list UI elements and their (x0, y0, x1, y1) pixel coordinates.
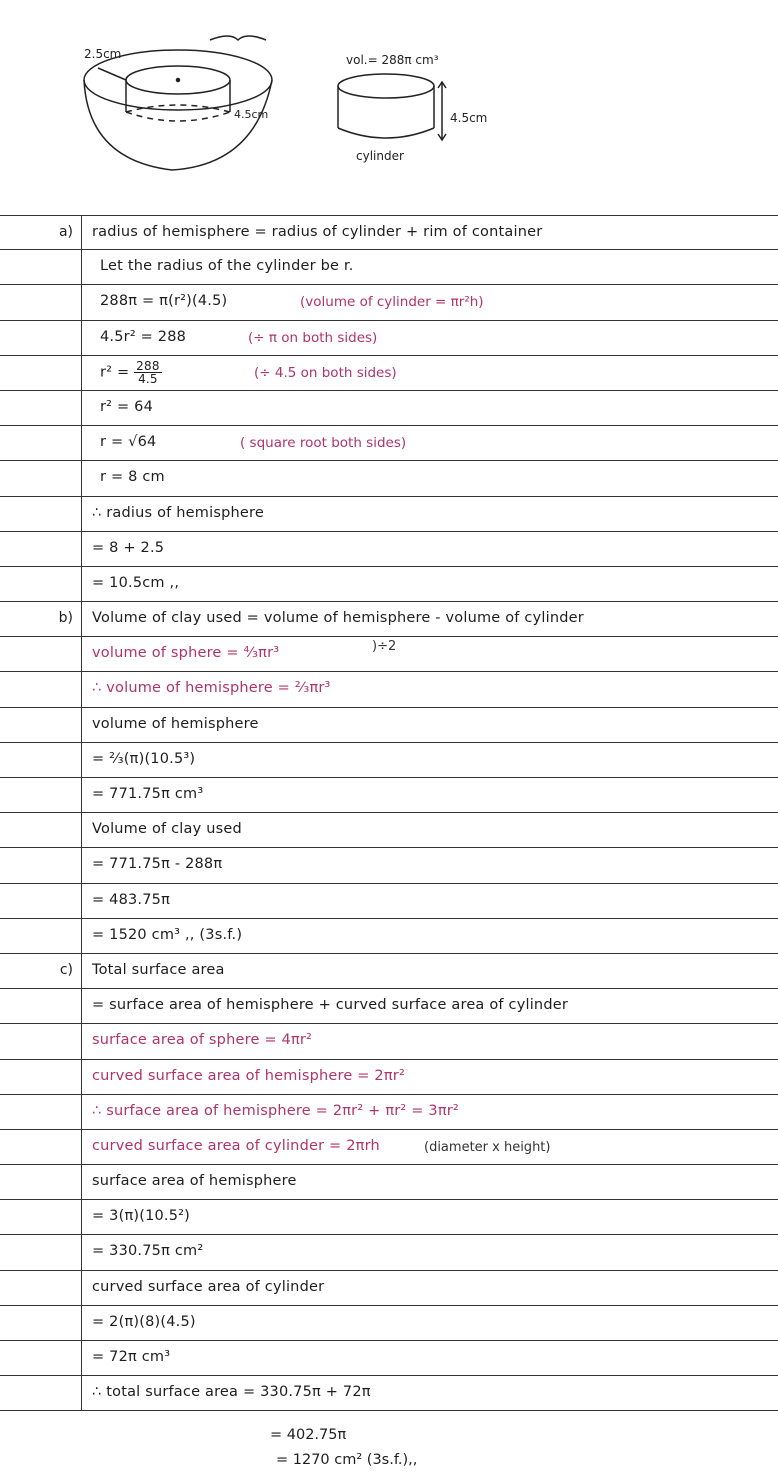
table-row (0, 1341, 778, 1376)
figure-diagram (0, 0, 778, 215)
table-row (0, 215, 778, 250)
solution-line: = 2(π)(8)(4.5) (92, 1313, 196, 1330)
cylinder-height-label: 4.5cm (450, 111, 488, 125)
table-row (0, 989, 778, 1024)
solution-line: 288π = π(r²)(4.5) (100, 293, 228, 310)
part-b-label: b) (0, 602, 82, 636)
solution-line: = 330.75π cm² (92, 1243, 204, 1260)
table-row (0, 1060, 778, 1095)
solution-line: ∴ radius of hemisphere (92, 504, 264, 521)
table-row (0, 743, 778, 778)
solution-line: volume of hemisphere (92, 715, 259, 732)
table-row (0, 919, 778, 954)
solution-line: = surface area of hemisphere + curved surface area of cylinder (92, 997, 569, 1014)
solution-line: ∴ total surface area = 330.75π + 72π (92, 1384, 371, 1401)
table-row (0, 1095, 778, 1130)
table-row (0, 1024, 778, 1059)
table-row (0, 1235, 778, 1270)
fraction (134, 360, 162, 385)
solution-line: volume of sphere = ⁴⁄₃πr³ (92, 645, 280, 662)
fraction-lhs: r² = (100, 364, 130, 381)
table-row (0, 497, 778, 532)
solution-line: r² = 64 (100, 398, 153, 415)
part-a-label: a) (0, 216, 82, 249)
solution-line: = 1270 cm² (3s.f.),, (276, 1452, 418, 1468)
solution-line: = 402.75π (270, 1427, 347, 1443)
table-row (0, 1200, 778, 1235)
solution-sheet (0, 215, 778, 1411)
solution-line: = 1520 cm³ ,, (3s.f.) (92, 926, 243, 943)
volume-label: vol.= 288π cm³ (346, 53, 439, 67)
solution-line: = 8 + 2.5 (92, 539, 165, 556)
table-row (0, 356, 778, 391)
table-row (0, 567, 778, 602)
solution-line: curved surface area of cylinder (92, 1278, 325, 1295)
solution-line: = 10.5cm ,, (92, 574, 180, 591)
table-row (0, 602, 778, 637)
table-row (0, 672, 778, 707)
fraction-denominator: 4.5 (138, 371, 158, 386)
table-row (0, 532, 778, 567)
table-row (0, 391, 778, 426)
annotation-note: (÷ π on both sides) (248, 329, 378, 346)
table-row (0, 321, 778, 356)
diameter-note: (diameter x height) (424, 1139, 551, 1155)
rim-label: 2.5cm (84, 47, 122, 61)
table-row (0, 884, 778, 919)
solution-line: Total surface area (92, 961, 225, 978)
solution-line: 4.5r² = 288 (100, 328, 187, 345)
table-row (0, 813, 778, 848)
table-row (0, 1306, 778, 1341)
cylinder-caption: cylinder (356, 149, 404, 163)
divide-note: )÷2 (372, 639, 397, 655)
solution-line: Let the radius of the cylinder be r. (100, 258, 354, 275)
solution-line: r = 8 cm (100, 469, 165, 486)
solution-line: curved surface area of cylinder = 2πrh (92, 1137, 380, 1154)
solution-line: = 3(π)(10.5²) (92, 1208, 191, 1225)
depth-label: 4.5cm (234, 108, 269, 121)
solution-line: radius of hemisphere = radius of cylinder + rim of container (92, 224, 543, 240)
solution-line: ∴ surface area of hemisphere = 2πr² + πr² = 3πr² (92, 1102, 459, 1119)
table-row (0, 426, 778, 461)
table-row (0, 708, 778, 743)
part-c-label: c) (0, 954, 82, 988)
table-row (0, 461, 778, 496)
table-row (0, 954, 778, 989)
solution-line: surface area of sphere = 4πr² (92, 1032, 313, 1049)
table-row (0, 637, 778, 672)
table-row (0, 1271, 778, 1306)
solution-line (100, 360, 162, 385)
table-row (0, 778, 778, 813)
solution-line: Volume of clay used (92, 821, 242, 838)
table-row (0, 250, 778, 285)
annotation-note: (÷ 4.5 on both sides) (254, 364, 397, 381)
solution-line: = 483.75π (92, 891, 171, 908)
solution-line: curved surface area of hemisphere = 2πr² (92, 1067, 405, 1084)
fraction-numerator: 288 (136, 358, 160, 373)
table-row (0, 1376, 778, 1411)
solution-line: = 72π cm³ (92, 1349, 171, 1365)
table-row (0, 848, 778, 883)
solution-line: = ²⁄₃(π)(10.5³) (92, 750, 196, 767)
solution-line: = 771.75π - 288π (92, 856, 223, 873)
cylinder-drawing (338, 74, 446, 140)
annotation-note: (volume of cylinder = πr²h) (300, 294, 484, 311)
table-row (0, 1165, 778, 1200)
solution-line: ∴ volume of hemisphere = ²⁄₃πr³ (92, 680, 331, 697)
table-row (0, 285, 778, 320)
solution-line: = 771.75π cm³ (92, 786, 204, 802)
solution-line: Volume of clay used = volume of hemisphere - volume of cylinder (92, 610, 584, 627)
final-answer (0, 1419, 778, 1475)
solution-line: surface area of hemisphere (92, 1173, 297, 1190)
solution-line: r = √64 (100, 434, 157, 451)
annotation-note: ( square root both sides) (240, 435, 407, 452)
table-row (0, 1130, 778, 1165)
